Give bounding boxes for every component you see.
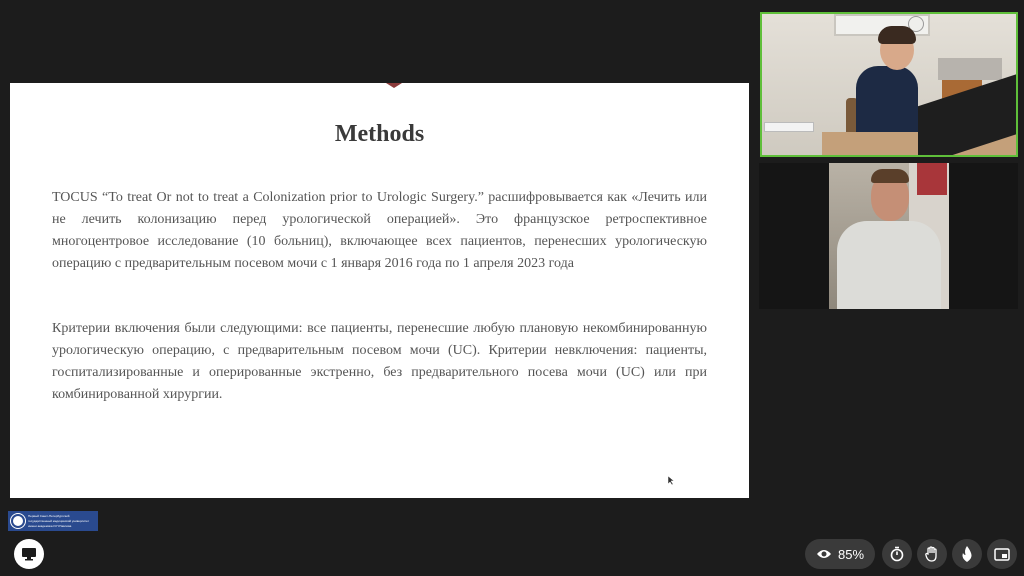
eye-icon bbox=[816, 548, 832, 560]
logo-line-3: имени академика И.П.Павлова bbox=[28, 524, 72, 528]
university-emblem-icon bbox=[11, 514, 25, 528]
university-logo bbox=[8, 511, 98, 531]
slide-paragraph-2: Критерии включения были следующими: все пациенты, перенесшие любую плановую некомбинированную урологическую операцию, с предварительным посевом мочи (UC). Критерии невключения: пациенты, госпитализированные и оперированные экстренно, без предварительного посева мочи (UC) или при комбинированной хирургии. bbox=[52, 321, 707, 402]
raise-hand-button[interactable] bbox=[917, 539, 947, 569]
slide-title: Methods bbox=[334, 121, 425, 147]
picture-in-picture-icon bbox=[994, 548, 1010, 561]
view-percentage: 85% bbox=[837, 546, 865, 562]
slide-top-marker bbox=[386, 83, 402, 88]
video-scene-shelf bbox=[938, 58, 1002, 80]
logo-text bbox=[28, 514, 89, 528]
timer-button[interactable] bbox=[882, 539, 912, 569]
video-tile-2[interactable] bbox=[759, 163, 1018, 309]
slide-paragraph-1: TOCUS “To treat Or not to treat a Colonization prior to Urologic Surgery.” расшифровывается как «Лечить или не лечить колонизацию перед урологической операцией». Это французское ретроспективное многоцентровое исследование (10 больниц), включающее всех пациентов, перенесших урологическую операцию с предварительным посевом мочи с 1 января 2016 года по 1 апреля 2023 года bbox=[52, 190, 707, 271]
logo-line-1: Первый Санкт-Петербургский bbox=[28, 514, 70, 518]
picture-in-picture-button[interactable] bbox=[987, 539, 1017, 569]
video-scene-red-cloth bbox=[917, 163, 947, 195]
video-scene-outlets bbox=[764, 122, 814, 132]
viewers-percentage-button[interactable] bbox=[805, 539, 875, 569]
participant-body bbox=[837, 221, 941, 309]
participant-hair bbox=[878, 26, 916, 44]
screen-share-button[interactable] bbox=[14, 539, 44, 569]
video-tile-1[interactable] bbox=[760, 12, 1018, 157]
screen-share-icon bbox=[21, 547, 37, 561]
raise-hand-icon bbox=[925, 546, 939, 562]
flame-icon bbox=[961, 546, 973, 562]
mouse-cursor-icon bbox=[668, 476, 674, 485]
participant-hair bbox=[871, 169, 909, 183]
reactions-button[interactable] bbox=[952, 539, 982, 569]
logo-line-2: государственный медицинский университет bbox=[28, 519, 90, 523]
timer-icon bbox=[890, 546, 904, 562]
presentation-slide bbox=[10, 83, 749, 498]
